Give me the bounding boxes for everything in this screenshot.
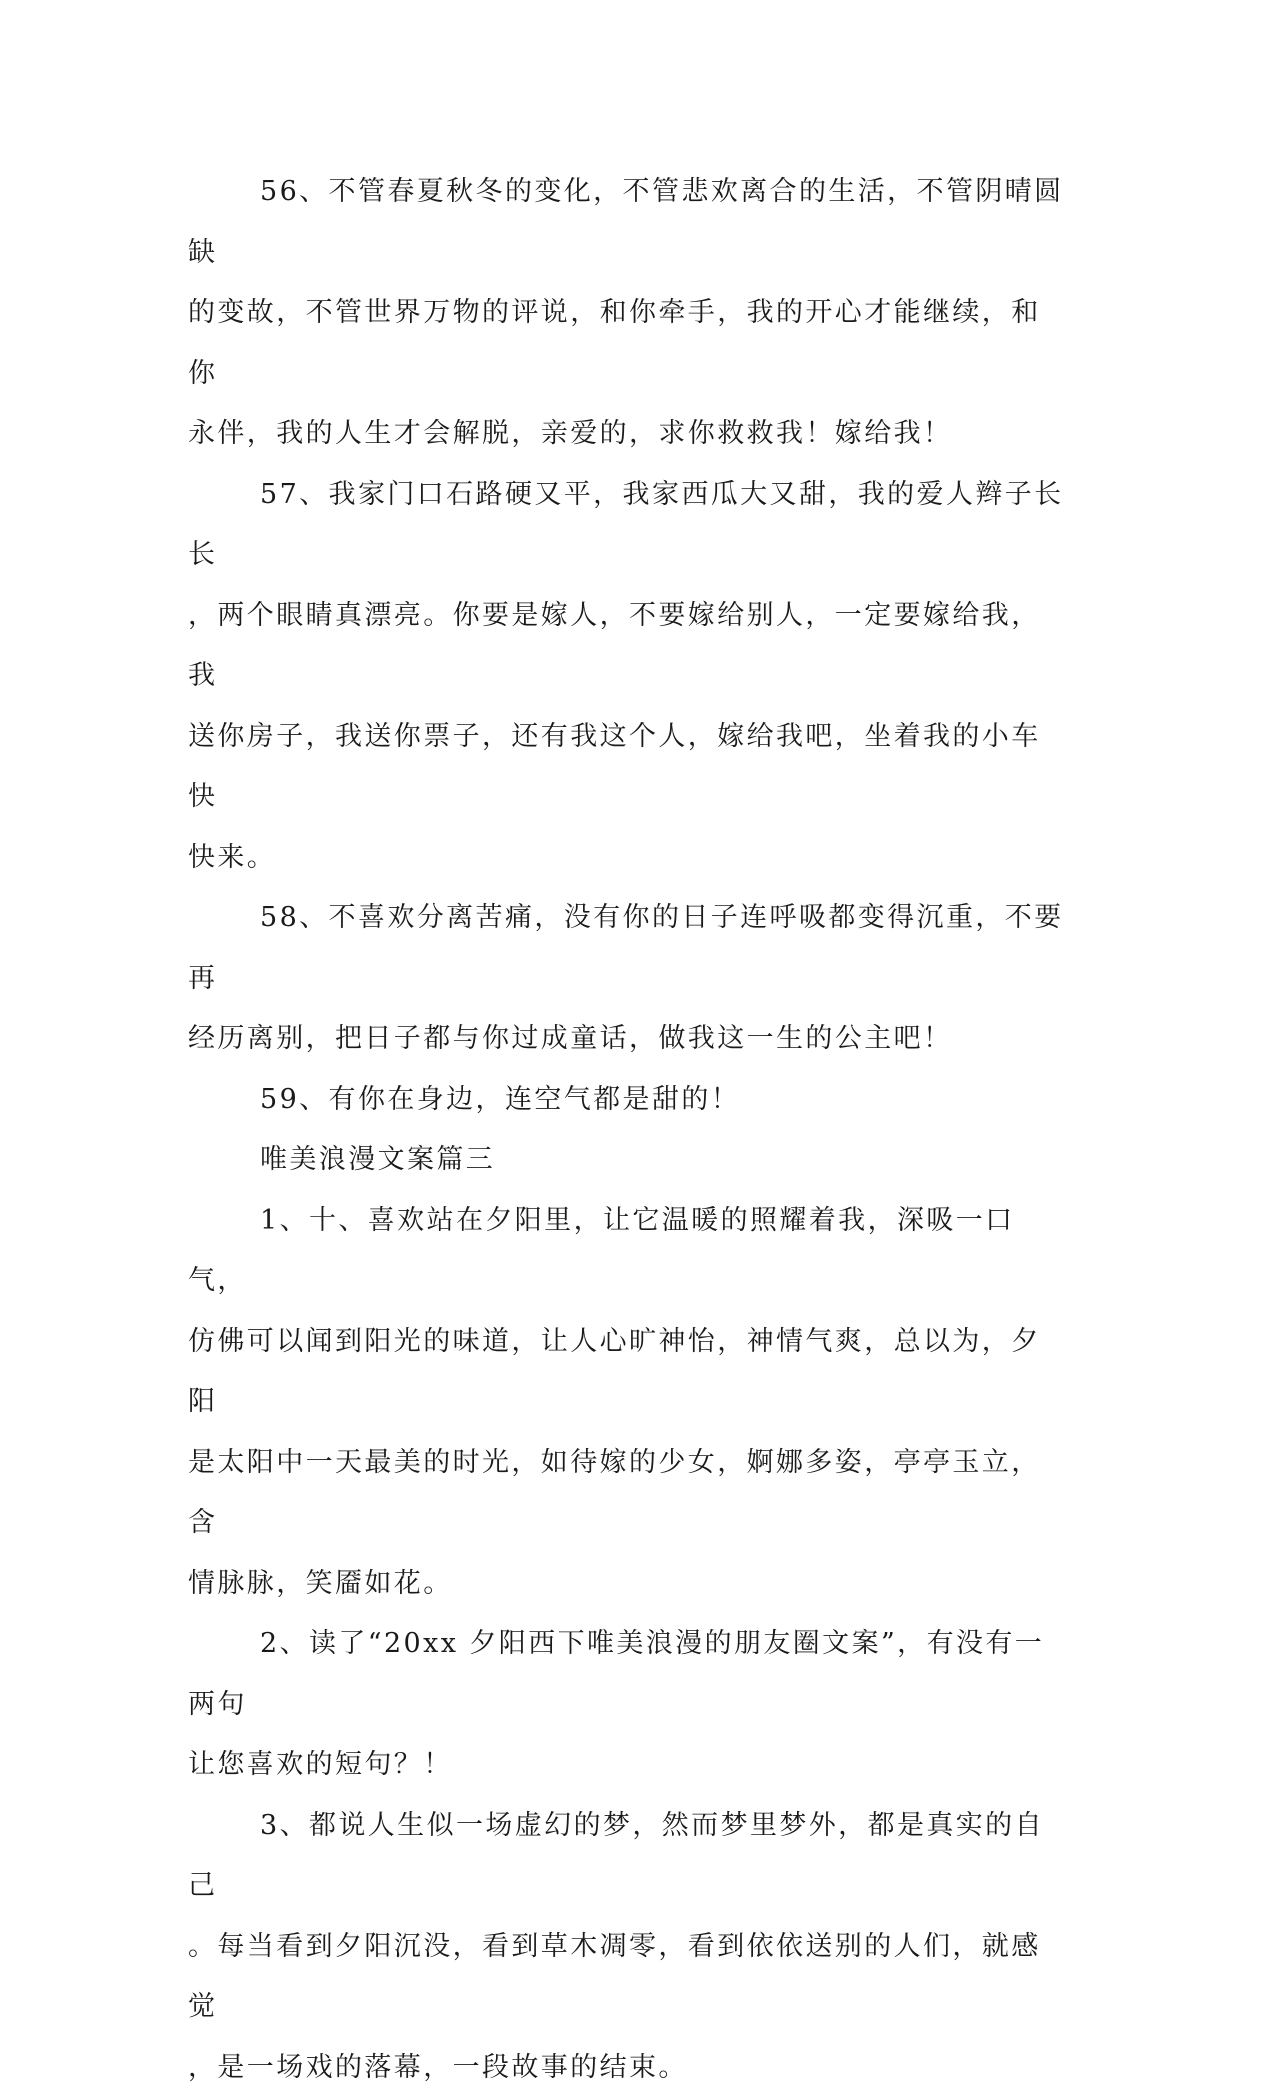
paragraph-56: 56、不管春夏秋冬的变化，不管悲欢离合的生活，不管阴晴圆缺 的变故，不管世界万物的评说，和你牵手，我的开心才能继续，和你 永伴，我的人生才会解脱，亲爱的，求你救救我！嫁给我！ bbox=[188, 162, 1068, 465]
section-heading: 唯美浪漫文案篇三 bbox=[188, 1130, 1068, 1191]
paragraph-57: 57、我家门口石路硬又平，我家西瓜大又甜，我的爱人辫子长长 ，两个眼睛真漂亮。你要是嫁人，不要嫁给别人，一定要嫁给我，我 送你房子，我送你票子，还有我这个人，嫁给我吧，坐着我的小车快 快来。 bbox=[188, 465, 1068, 889]
paragraph-1: 1、十、喜欢站在夕阳里，让它温暖的照耀着我，深吸一口气， 仿佛可以闻到阳光的味道，让人心旷神怡，神情气爽，总以为，夕阳 是太阳中一天最美的时光，如待嫁的少女，婀娜多姿，亭亭玉立，含 情脉脉，笑靥如花。 bbox=[188, 1191, 1068, 1615]
paragraph-59: 59、有你在身边，连空气都是甜的！ bbox=[188, 1070, 1068, 1131]
paragraph-3: 3、都说人生似一场虚幻的梦，然而梦里梦外，都是真实的自己 。每当看到夕阳沉没，看到草木凋零，看到依依送别的人们，就感觉 ，是一场戏的落幕，一段故事的结束。 bbox=[188, 1796, 1068, 2098]
paragraph-58: 58、不喜欢分离苦痛，没有你的日子连呼吸都变得沉重，不要再 经历离别，把日子都与你过成童话，做我这一生的公主吧！ bbox=[188, 888, 1068, 1070]
document-body bbox=[188, 162, 1068, 2098]
paragraph-2: 2、读了“20xx 夕阳西下唯美浪漫的朋友圈文案”，有没有一两句 让您喜欢的短句？！ bbox=[188, 1614, 1068, 1796]
